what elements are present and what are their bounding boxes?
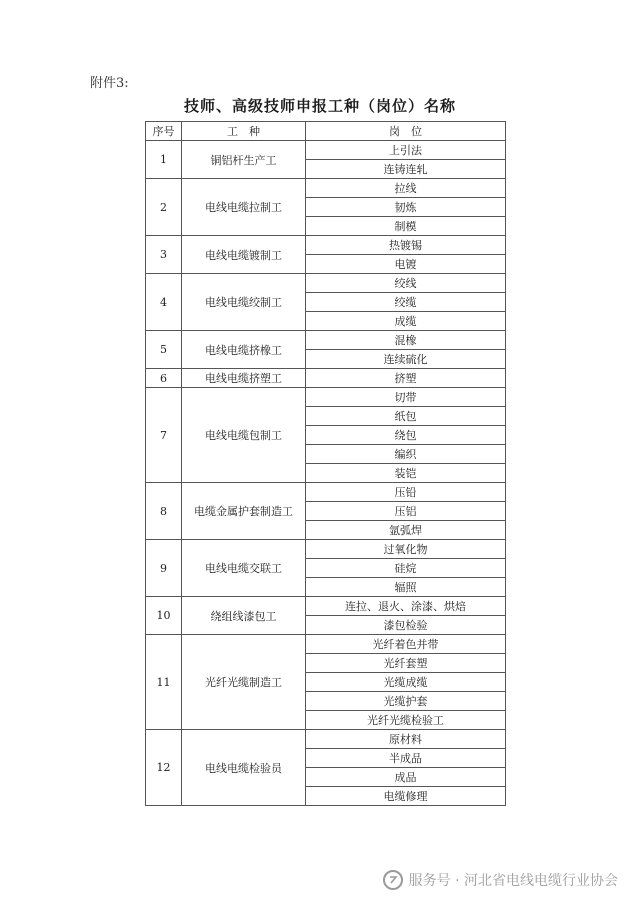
row-index: 3	[146, 236, 182, 274]
post-name: 光纤光缆检验工	[306, 711, 506, 730]
post-name: 电缆修理	[306, 787, 506, 806]
row-index: 4	[146, 274, 182, 331]
row-index: 10	[146, 597, 182, 635]
row-index: 9	[146, 540, 182, 597]
table-row	[146, 331, 506, 350]
row-index: 2	[146, 179, 182, 236]
post-name: 切带	[306, 388, 506, 407]
trade-name: 电线电缆镀制工	[182, 236, 306, 274]
post-name: 成品	[306, 768, 506, 787]
post-name: 绕包	[306, 426, 506, 445]
trade-name: 电缆金属护套制造工	[182, 483, 306, 540]
row-index: 1	[146, 141, 182, 179]
service-account-icon	[383, 870, 403, 890]
post-name: 成缆	[306, 312, 506, 331]
row-index: 5	[146, 331, 182, 369]
post-name: 混橡	[306, 331, 506, 350]
table-row	[146, 141, 506, 160]
footer-watermark	[383, 870, 618, 890]
post-name: 装铠	[306, 464, 506, 483]
post-name: 上引法	[306, 141, 506, 160]
post-name: 纸包	[306, 407, 506, 426]
table-row	[146, 369, 506, 388]
post-name: 漆包检验	[306, 616, 506, 635]
trade-name: 电线电缆拉制工	[182, 179, 306, 236]
post-name: 光缆护套	[306, 692, 506, 711]
trade-table	[145, 121, 506, 806]
trade-name: 绕组线漆包工	[182, 597, 306, 635]
trade-name: 光纤光缆制造工	[182, 635, 306, 730]
table-row	[146, 179, 506, 198]
header-index: 序号	[146, 122, 182, 141]
header-trade: 工 种	[182, 122, 306, 141]
post-name: 原材料	[306, 730, 506, 749]
post-name: 过氧化物	[306, 540, 506, 559]
trade-name: 电线电缆交联工	[182, 540, 306, 597]
table-row	[146, 730, 506, 749]
post-name: 半成品	[306, 749, 506, 768]
post-name: 连续硫化	[306, 350, 506, 369]
post-name: 光纤套塑	[306, 654, 506, 673]
table-row	[146, 483, 506, 502]
trade-name: 电线电缆绞制工	[182, 274, 306, 331]
post-name: 连铸连轧	[306, 160, 506, 179]
table-row	[146, 236, 506, 255]
trade-name: 铜铝杆生产工	[182, 141, 306, 179]
row-index: 6	[146, 369, 182, 388]
post-name: 压铝	[306, 502, 506, 521]
post-name: 压铅	[306, 483, 506, 502]
post-name: 拉线	[306, 179, 506, 198]
trade-name: 电线电缆挤塑工	[182, 369, 306, 388]
table-row	[146, 597, 506, 616]
row-index: 11	[146, 635, 182, 730]
footer-text: 服务号 · 河北省电线电缆行业协会	[408, 873, 618, 889]
table-body	[146, 141, 506, 806]
attachment-label: 附件3:	[90, 76, 129, 91]
post-name: 硅烷	[306, 559, 506, 578]
table-row	[146, 635, 506, 654]
post-name: 热镀锡	[306, 236, 506, 255]
row-index: 8	[146, 483, 182, 540]
document-title: 技师、高级技师申报工种（岗位）名称	[183, 97, 456, 115]
post-name: 绞缆	[306, 293, 506, 312]
post-name: 韧炼	[306, 198, 506, 217]
post-name: 光纤着色并带	[306, 635, 506, 654]
post-name: 连拉、退火、涂漆、烘焙	[306, 597, 506, 616]
post-name: 电镀	[306, 255, 506, 274]
row-index: 12	[146, 730, 182, 806]
post-name: 挤塑	[306, 369, 506, 388]
table-row	[146, 274, 506, 293]
post-name: 制模	[306, 217, 506, 236]
table-row	[146, 540, 506, 559]
post-name: 辐照	[306, 578, 506, 597]
trade-name: 电线电缆挤橡工	[182, 331, 306, 369]
header-post: 岗 位	[306, 122, 506, 141]
post-name: 光缆成缆	[306, 673, 506, 692]
table-header-row	[146, 122, 506, 141]
trade-name: 电线电缆包制工	[182, 388, 306, 483]
trade-name: 电线电缆检验员	[182, 730, 306, 806]
post-name: 绞线	[306, 274, 506, 293]
table-row	[146, 388, 506, 407]
post-name: 氩弧焊	[306, 521, 506, 540]
row-index: 7	[146, 388, 182, 483]
post-name: 编织	[306, 445, 506, 464]
